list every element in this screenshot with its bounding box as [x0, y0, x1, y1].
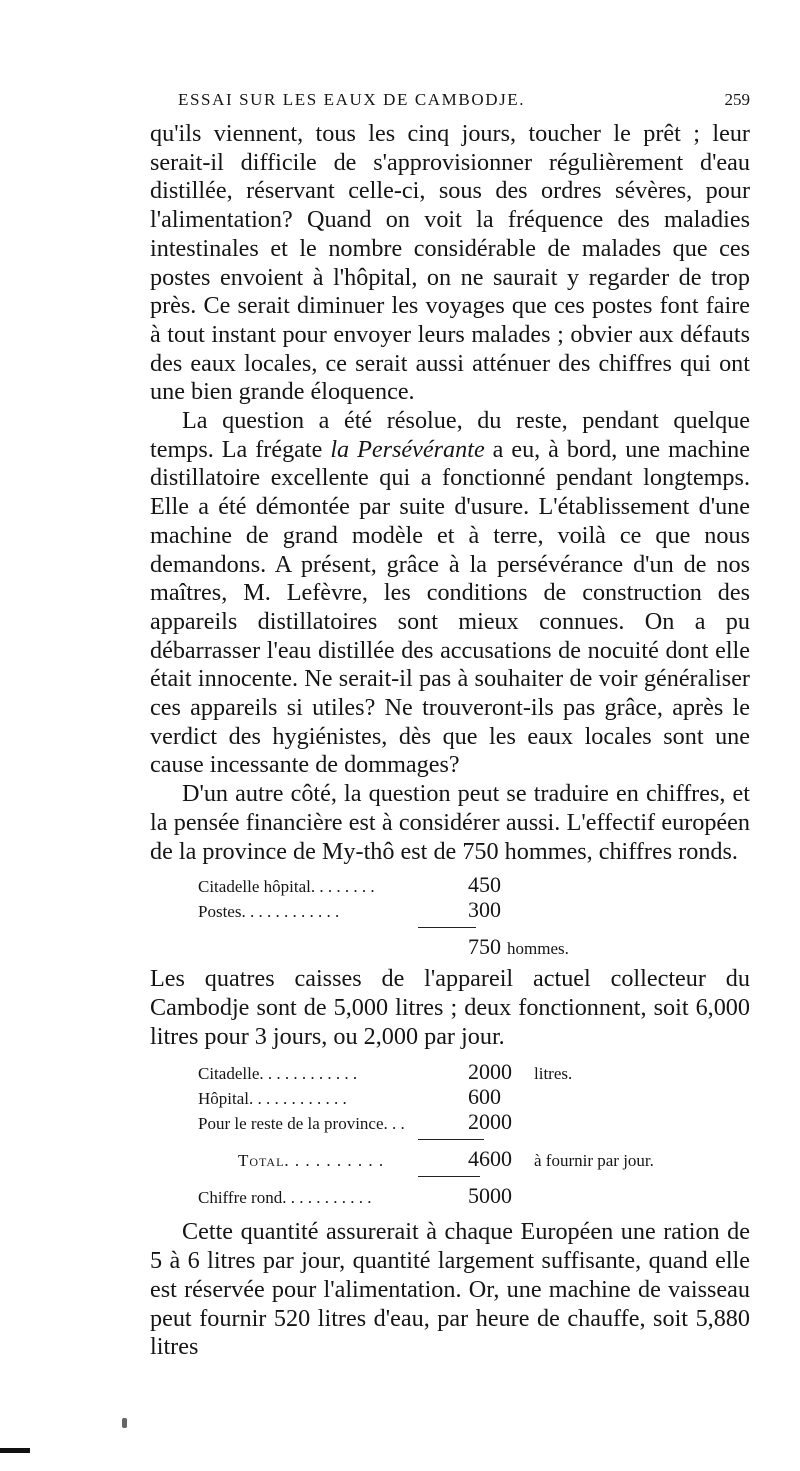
paragraph-postes: qu'ils viennent, tous les cinq jours, toucher le prêt ; leur serait-il difficile de s'approvisionner régulièrement d'eau distillée, réservant celle-ci, sous des ordres sévères, pour l'alimentation? Quand on voit la fréquence des maladies intestinales et le nombre considérable de malades que ces postes envoient à l'hôpital, on ne saurait y regarder de trop près. Ce serait diminuer les voyages que ces postes font faire à tout instant pour envoyer leurs malades ; obvier aux défauts des eaux locales, ce serait aussi atténuer des chiffres qui ont une bien grande éloquence.: [150, 120, 750, 406]
round-label: Chiffre rond. . . . . . . . . . .: [198, 1188, 372, 1208]
row-label: Pour le reste de la province. . .: [198, 1114, 405, 1134]
running-title: ESSAI SUR LES EAUX DE CAMBODJE.: [178, 90, 526, 109]
page-header: [150, 90, 750, 114]
paragraph-distillation: [150, 407, 750, 780]
round-rule: [150, 1171, 750, 1183]
total-value: 750: [468, 934, 501, 960]
scan-speck: [122, 1418, 127, 1428]
table-row: [150, 1084, 750, 1109]
table-row: [150, 897, 750, 922]
effectif-table: [150, 872, 750, 959]
ship-name: la Persévérante: [330, 435, 485, 463]
table-row: [150, 1109, 750, 1134]
scan-edge-mark: [0, 1448, 30, 1453]
paragraph-caisses: Les quatres caisses de l'appareil actuel collecteur du Cambodje sont de 5,000 litres ; deux fonctionnent, soit 6,000 litres pour 3 jours, ou 2,000 par jour.: [150, 965, 750, 1050]
table-total-row: [150, 1146, 750, 1171]
row-label: Citadelle hôpital. . . . . . . .: [198, 877, 375, 897]
row-label: Postes. . . . . . . . . . . .: [198, 902, 340, 922]
body-text: [150, 120, 750, 1362]
paragraph-text: a eu, à bord, une machine distillatoire excellente qui a fonctionné pendant longtemps. Elle a été démontée par suite d'usure. L'établissement d'une machine de grand modèle et à terre, voilà ce que nous demandons. A présent, grâce à la persévérance d'un de nos maîtres, M. Lefèvre, les conditions de construction des appareils distillatoires sont mieux connues. On a pu débarrasser l'eau distillée des accusations de nocuité dont elle était innocente. Ne serait-il pas à souhaiter de voir généraliser ces appareils si utiles? Ne trouveront-ils pas grâce, après le verdict des hygiénistes, dès que les eaux locales sont une cause incessante de dommages?: [150, 435, 750, 779]
table-round-row: [150, 1183, 750, 1208]
row-value: 2000: [468, 1059, 512, 1085]
total-label: Total. . . . . . . . . .: [238, 1151, 385, 1171]
table-row: [150, 872, 750, 897]
row-label: Citadelle. . . . . . . . . . . .: [198, 1064, 358, 1084]
total-value: 4600: [468, 1146, 512, 1172]
paragraph-effectif: D'un autre côté, la question peut se traduire en chiffres, et la pensée financière est à considérer aussi. L'effectif européen de la province de My-thô est de 750 hommes, chiffres ronds.: [150, 780, 750, 865]
sum-rule: [150, 922, 750, 934]
page-number: 259: [724, 90, 750, 109]
row-value: 450: [468, 872, 501, 898]
total-unit: hommes.: [507, 939, 569, 959]
row-value: 2000: [468, 1109, 512, 1135]
row-value: 300: [468, 897, 501, 923]
row-value: 600: [468, 1084, 501, 1110]
table-total-row: [150, 934, 750, 959]
round-value: 5000: [468, 1183, 512, 1209]
table-row: [150, 1059, 750, 1084]
paragraph-text: La question a été résolue, du reste, pendant quelque temps. La frégate: [150, 407, 750, 463]
row-unit: litres.: [534, 1064, 573, 1084]
paragraph-ration: Cette quantité assurerait à chaque Européen une ration de 5 à 6 litres par jour, quantité largement suffisante, quand elle est réservée pour l'alimentation. Or, une machine de vaisseau peut fournir 520 litres d'eau, par heure de chauffe, soit 5,880 litres: [150, 1218, 750, 1361]
total-unit: à fournir par jour.: [534, 1151, 654, 1171]
sum-rule: [150, 1134, 750, 1146]
row-label: Hôpital. . . . . . . . . . . .: [198, 1089, 347, 1109]
litres-table: [150, 1059, 750, 1208]
